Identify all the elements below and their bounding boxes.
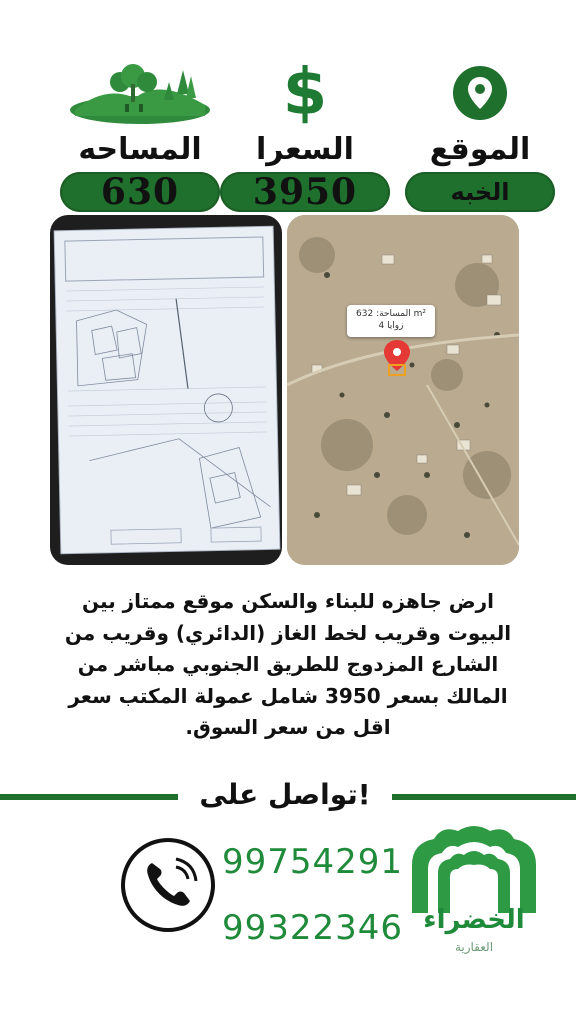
phone-number-1[interactable]: 99754291 [222, 842, 404, 882]
map-callout-corners: 4 زوايا [378, 321, 404, 331]
phone-number-2[interactable]: 99322346 [222, 908, 404, 948]
dollar-icon: $ [282, 56, 328, 130]
location-value-pill [405, 172, 555, 212]
area-label: المساحه [78, 132, 202, 167]
map-area-callout [347, 305, 435, 337]
logo-subtitle: العقارية [454, 940, 494, 954]
price-label: السعرا [256, 132, 354, 167]
location-pin-icon [405, 58, 555, 128]
phone-icon[interactable] [118, 835, 218, 935]
divider-right [392, 794, 576, 800]
area-block [50, 58, 230, 212]
location-label: الموقع [429, 132, 531, 167]
area-value: 630 [100, 171, 180, 213]
area-value-pill [60, 172, 220, 212]
landscape-icon [50, 58, 230, 128]
contact-header [0, 778, 576, 814]
location-value: الخبه [450, 178, 510, 206]
satellite-map-photo [287, 215, 519, 565]
contact-title: تواصل على! [199, 778, 371, 811]
land-document-paper [55, 227, 280, 553]
price-block [220, 58, 390, 212]
land-document-photo [50, 215, 282, 565]
logo-name: الخضراء [423, 905, 525, 935]
price-value: 3950 [252, 171, 358, 213]
location-block [405, 58, 555, 212]
divider-left [0, 794, 178, 800]
listing-description: ارض جاهزه للبناء والسكن موقع ممتاز بين البيوت وقريب لخط الغاز (الدائري) وقريب من الشارع المزدوج للطريق الجنوبي مباشر من المالك بسعر 3950 شامل عمولة المكتب سعر اقل من سعر السوق. [64, 589, 512, 739]
price-value-pill [220, 172, 390, 212]
map-callout-area: المساحة: 632 m² [356, 309, 426, 319]
